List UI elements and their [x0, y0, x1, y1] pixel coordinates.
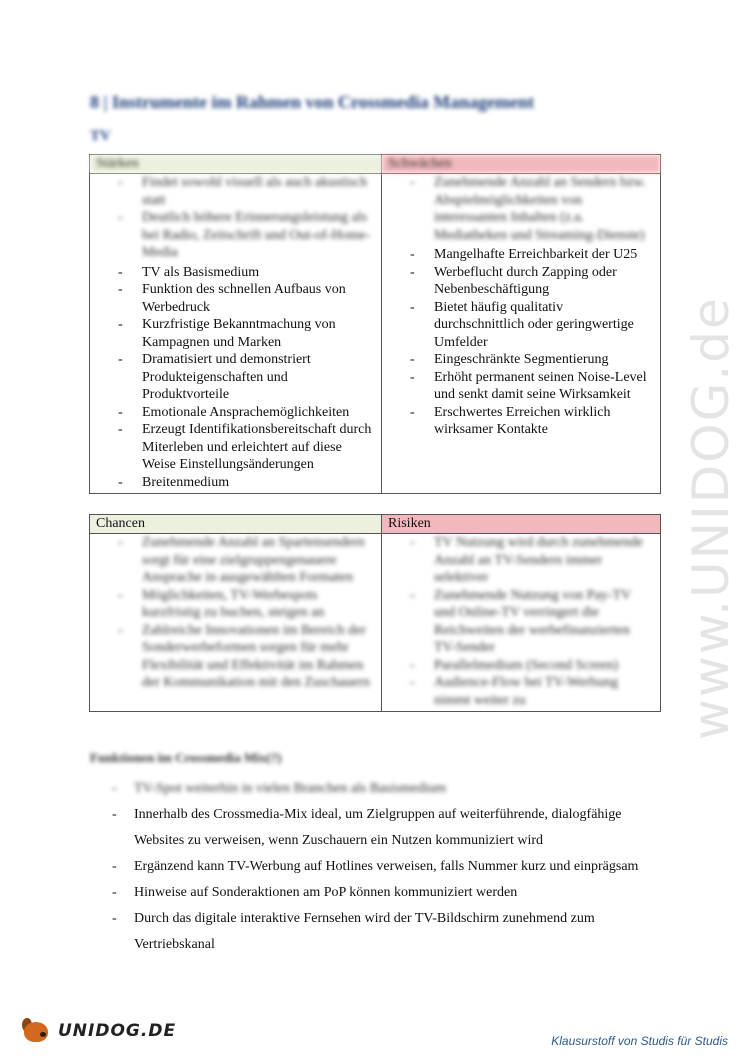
list-item: - Werbeflucht durch Zapping oder Nebenbeschäftigung [388, 264, 654, 299]
threats-cell [382, 534, 661, 712]
list-item: - Findet sowohl visuell als auch akustisch statt [96, 174, 375, 209]
list-item: - Eingeschränkte Segmentierung [388, 351, 654, 369]
weaknesses-blurred-list [382, 174, 660, 246]
list-item: - TV als Basismedium [96, 264, 375, 282]
list-item: - Erschwertes Erreichen wirklich wirksamer Kontakte [388, 404, 654, 439]
list-item: - Innerhalb des Crossmedia-Mix ideal, um Zielgruppen auf weiterführende, dialogfähige Websites zu verweisen, wenn Zuschauern ein Nutzen kommuniziert wird [108, 802, 668, 854]
list-item: - Zahlreiche Innovationen im Bereich der Sonderwerbeformen sorgen für mehr Flexibilität und Effektivität im Rahmen der Kommunikation mit den Zuschauern [96, 622, 375, 692]
list-item: - Emotionale Ansprachemöglichkeiten [96, 404, 375, 422]
threats-list [382, 534, 660, 711]
strengths-list [90, 264, 381, 494]
weaknesses-header: Schwächen [382, 155, 661, 174]
dog-icon [20, 1016, 54, 1046]
list-item: - Deutlich höhere Erinnerungsleistung als bei Radio, Zeitschrift und Out-of-Home-Media [96, 209, 375, 262]
list-item: - Zunehmende Anzahl an Spartensendern sorgt für eine zielgruppengenauere Ansprache in ausgewählten Formaten [96, 534, 375, 587]
weaknesses-list [382, 246, 660, 441]
opportunities-list [90, 534, 381, 694]
watermark: www.UNIDOG.de [682, 296, 740, 740]
list-item: - Mangelhafte Erreichbarkeit der U25 [388, 246, 654, 264]
functions-title: Funktionen im Crossmedia Mix(?) [90, 750, 282, 765]
strengths-cell [90, 174, 382, 494]
logo-text: UNIDOG.DE [58, 1021, 177, 1041]
functions-section [108, 776, 668, 958]
opportunities-header: Chancen [90, 515, 382, 534]
functions-blurred-item: - TV-Spot weiterhin in vielen Branchen als Basismedium [108, 776, 668, 802]
weaknesses-cell [382, 174, 661, 494]
list-item: - Durch das digitale interaktive Fernsehen wird der TV-Bildschirm zunehmend zum Vertriebskanal [108, 906, 668, 958]
swot-table-opportunities-threats [89, 514, 661, 712]
list-item: - Kurzfristige Bekanntmachung von Kampagnen und Marken [96, 316, 375, 351]
list-item: - Hinweise auf Sonderaktionen am PoP können kommuniziert werden [108, 880, 668, 906]
list-item: - Zunehmende Nutzung von Pay-TV und Online-TV verringert die Reichweiten der werbefinanzierten TV-Sender [388, 587, 654, 657]
list-item: - Ergänzend kann TV-Werbung auf Hotlines verweisen, falls Nummer kurz und einprägsam [108, 854, 668, 880]
page-heading: 8 | Instrumente im Rahmen von Crossmedia Management [90, 92, 535, 112]
list-item: - Funktion des schnellen Aufbaus von Werbedruck [96, 281, 375, 316]
unidog-logo[interactable] [20, 1016, 176, 1046]
section-subheading: TV [90, 128, 111, 144]
list-item: - Breitenmedium [96, 474, 375, 492]
list-item: - Erzeugt Identifikationsbereitschaft durch Miterleben und erleichtert auf diese Weise Einstellungsänderungen [96, 421, 375, 474]
list-item: - Audience-Flow bei TV-Werbung nimmt weiter zu [388, 674, 654, 709]
threats-header: Risiken [382, 515, 661, 534]
list-item: - Parallelmedium (Second Screen) [388, 657, 654, 675]
strengths-blurred-list [90, 174, 381, 264]
swot-table-strengths-weaknesses [89, 154, 661, 494]
list-item: - Bietet häufig qualitativ durchschnittlich oder geringwertige Umfelder [388, 299, 654, 352]
strengths-header: Stärken [90, 155, 382, 174]
list-item: - Möglichkeiten, TV-Werbespots kurzfristig zu buchen, steigen an [96, 587, 375, 622]
list-item: - Dramatisiert und demonstriert Produkteigenschaften und Produktvorteile [96, 351, 375, 404]
opportunities-cell [90, 534, 382, 712]
list-item: - TV Nutzung wird durch zunehmende Anzahl an TV-Sendern immer selektiver [388, 534, 654, 587]
functions-list [108, 776, 668, 958]
list-item: - Erhöht permanent seinen Noise-Level und senkt damit seine Wirksamkeit [388, 369, 654, 404]
footer-tagline: Klausurstoff von Studis für Studis [551, 1034, 728, 1048]
list-item: - Zunehmende Anzahl an Sendern bzw. Abspielmöglichkeiten von interessanten Inhalten (z.a. Mediatheken und Streaming-Dienste) [388, 174, 654, 244]
